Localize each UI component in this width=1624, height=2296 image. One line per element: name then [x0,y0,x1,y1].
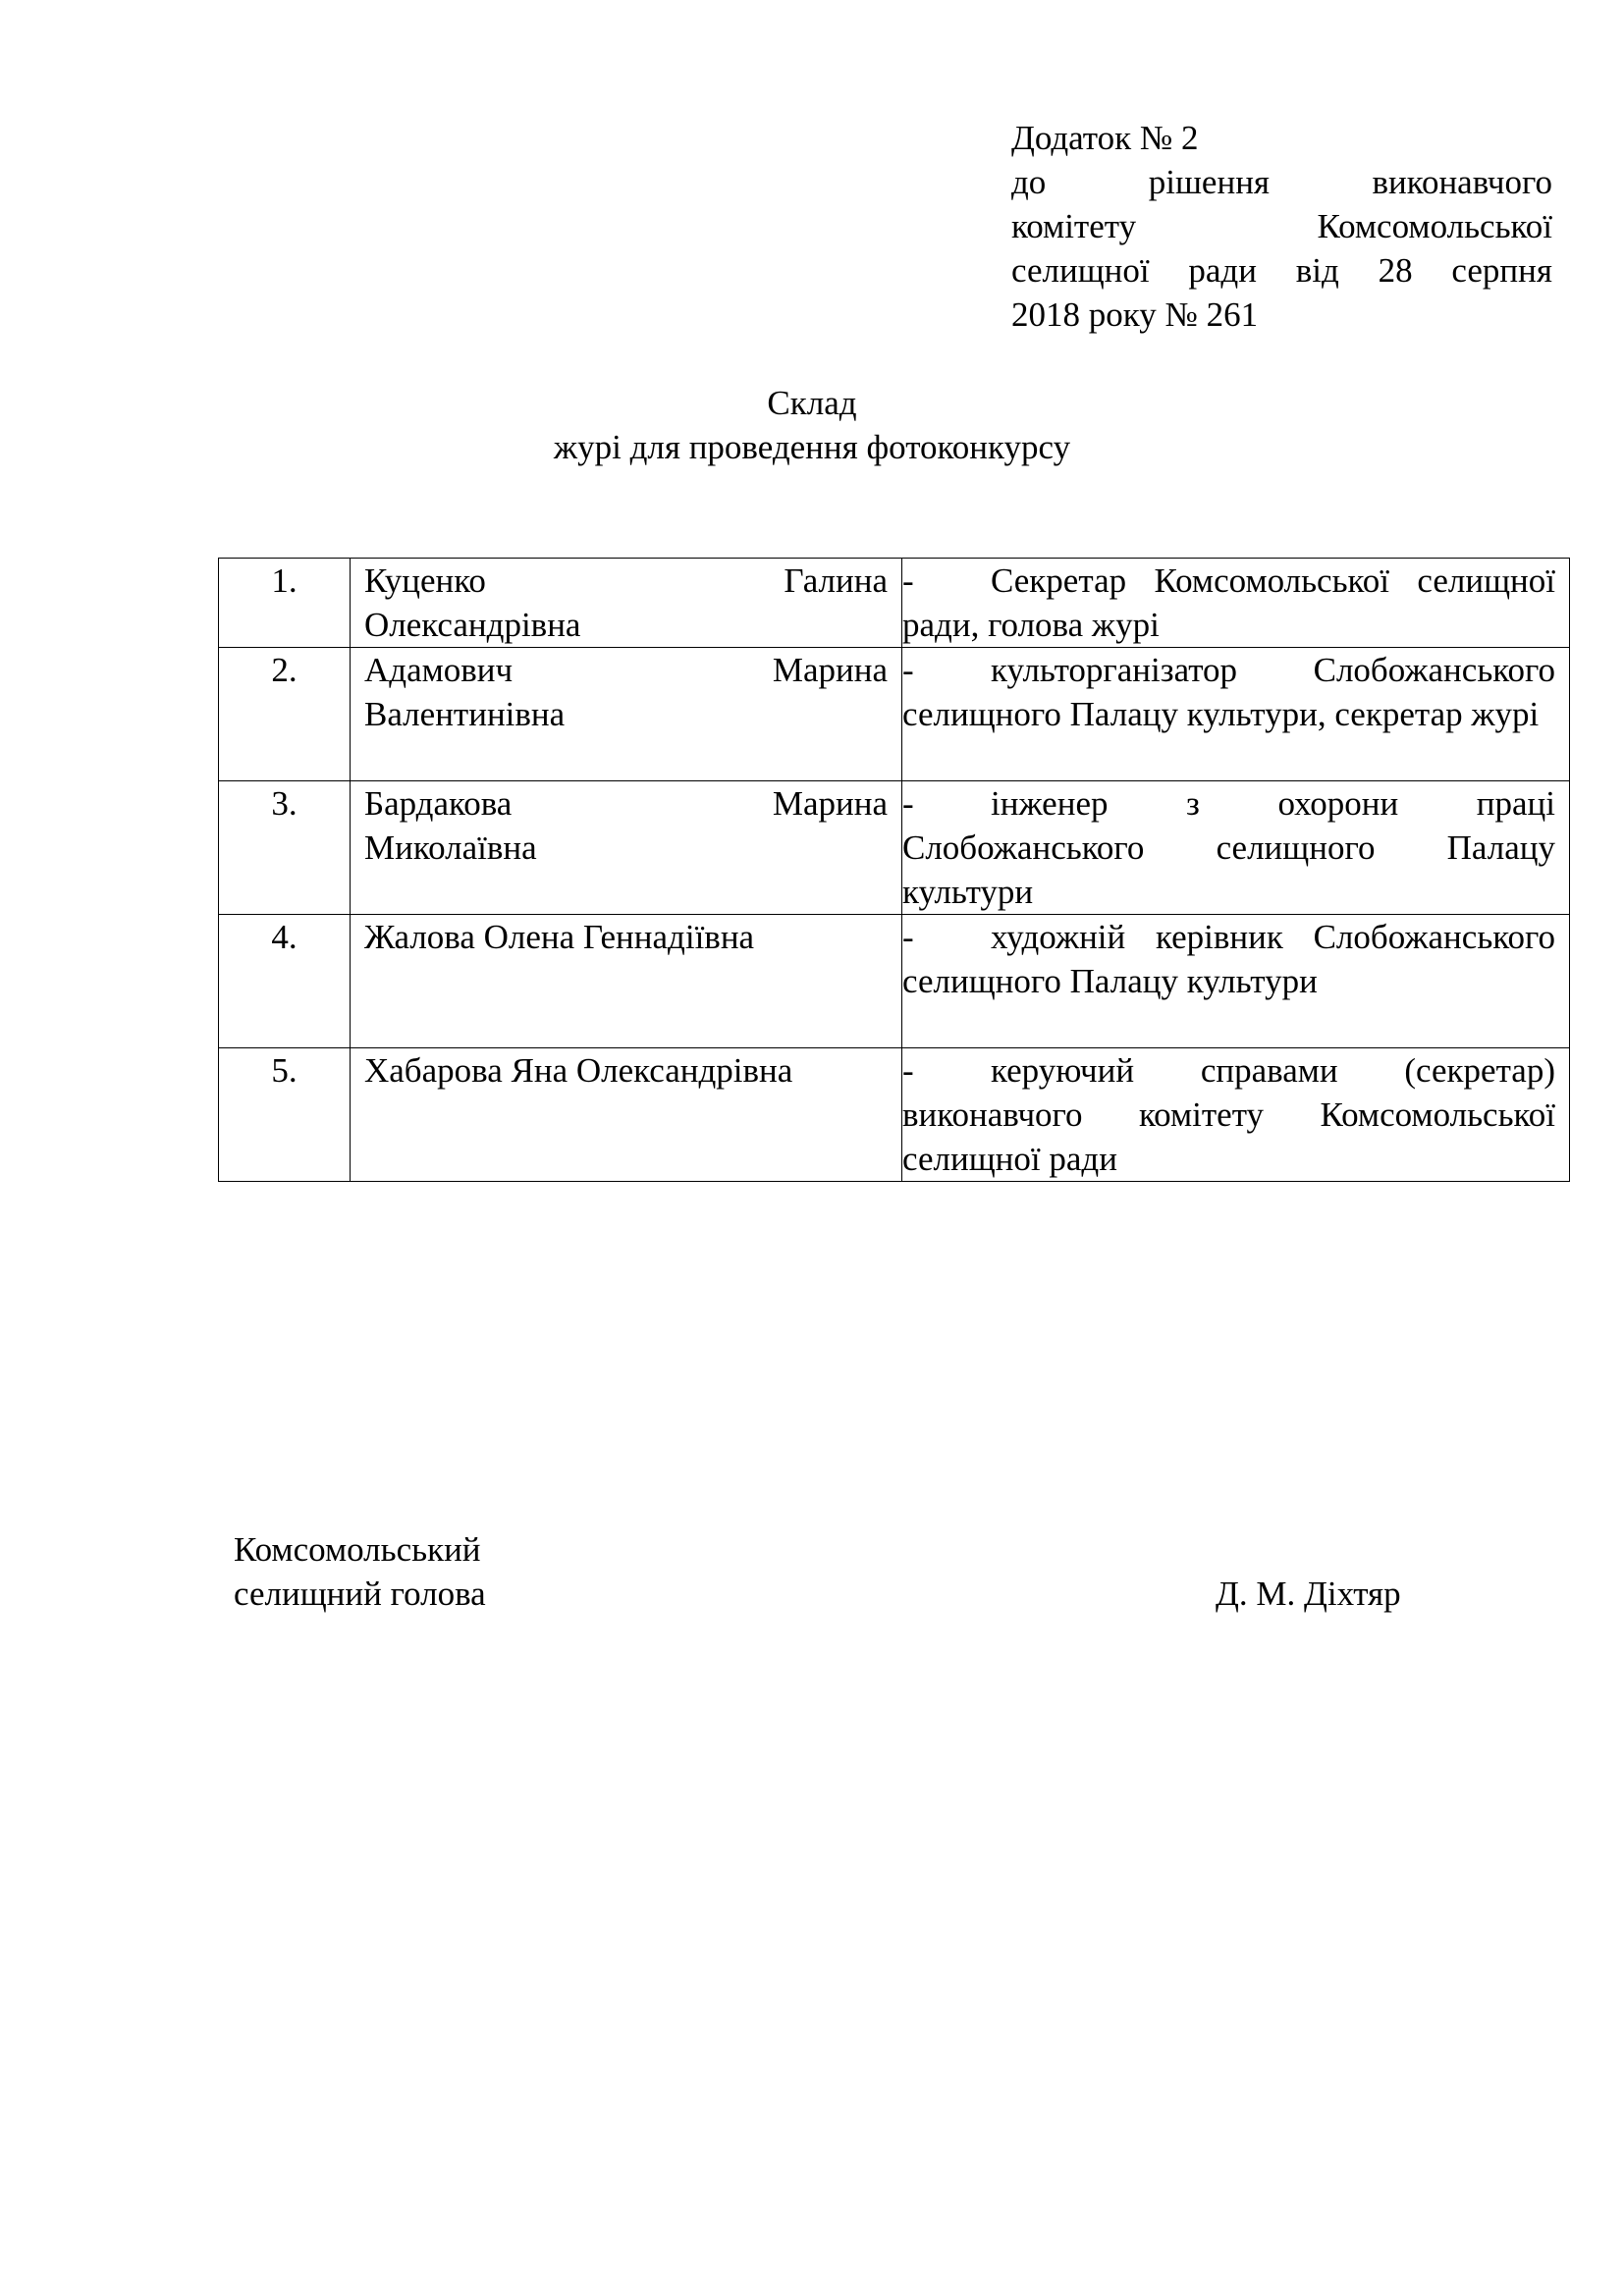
signatory-title-line-1: Комсомольський [234,1530,481,1569]
member-name [351,1048,902,1182]
dash: - [902,561,914,600]
row-number: 3. [219,781,351,915]
member-name [351,781,902,915]
appendix-line-5: 2018 року № 261 [1011,295,1259,334]
member-role-value: керуючий справами (секретар) виконавчого комітету Комсомольської селищної ради [902,1051,1555,1178]
signatory-title-line-2: селищний голова [234,1575,486,1613]
member-role-value: культорганізатор Слобожанського селищного Палацу культури, секретар журі [902,651,1555,733]
title-line-2: журі для проведення фотоконкурсу [553,428,1071,466]
member-role-text [902,648,1555,736]
signatory-name: Д. М. Діхтяр [1216,1575,1401,1613]
row-number: 1. [219,559,351,648]
dash: - [902,784,914,823]
row-number: 5. [219,1048,351,1182]
table-row [219,648,1570,781]
member-name-line-1: Бардакова Марина [364,784,888,823]
dash: - [902,918,914,956]
table-row [219,559,1570,648]
member-role-value: інженер з охорони праці Слобожанського селищного Палацу культури [902,784,1555,911]
appendix-line-3: комітету Комсомольської [1011,207,1552,245]
member-name [351,648,902,781]
member-role-value: художній керівник Слобожанського селищного Палацу культури [902,918,1555,1000]
member-role [902,781,1570,915]
member-name-line-1: Куценко Галина [364,561,888,600]
member-name-line-2: Валентинівна [364,695,566,733]
table-row [219,915,1570,1048]
member-role [902,648,1570,781]
appendix-title: Додаток № 2 [1011,119,1199,157]
member-name-line-1: Жалова Олена Геннадіївна [364,918,755,956]
table-row [219,781,1570,915]
title-line-1: Склад [767,384,857,422]
member-role-text [902,559,1555,647]
row-number: 2. [219,648,351,781]
member-name-line-1: Хабарова Яна Олександрівна [364,1051,793,1090]
row-number: 4. [219,915,351,1048]
member-name [351,915,902,1048]
member-name-line-2: Миколаївна [364,828,537,867]
member-name-line-2: Олександрівна [364,606,581,644]
appendix-line-4: селищної ради від 28 серпня [1011,251,1552,290]
member-name [351,559,902,648]
member-role-text [902,915,1555,1003]
member-role [902,915,1570,1048]
table-row [219,1048,1570,1182]
jury-table [218,558,1570,1182]
signature-block [234,1527,486,1616]
member-role [902,559,1570,648]
member-role [902,1048,1570,1182]
member-role-text [902,1048,1555,1181]
dash: - [902,1051,914,1090]
member-role-text [902,781,1555,914]
member-name-line-1: Адамович Марина [364,651,888,689]
member-role-value: Секретар Комсомольської селищної ради, голова журі [902,561,1555,644]
appendix-header [1011,116,1552,337]
dash: - [902,651,914,689]
appendix-line-2: до рішення виконавчого [1011,163,1552,201]
document-title [0,381,1624,469]
